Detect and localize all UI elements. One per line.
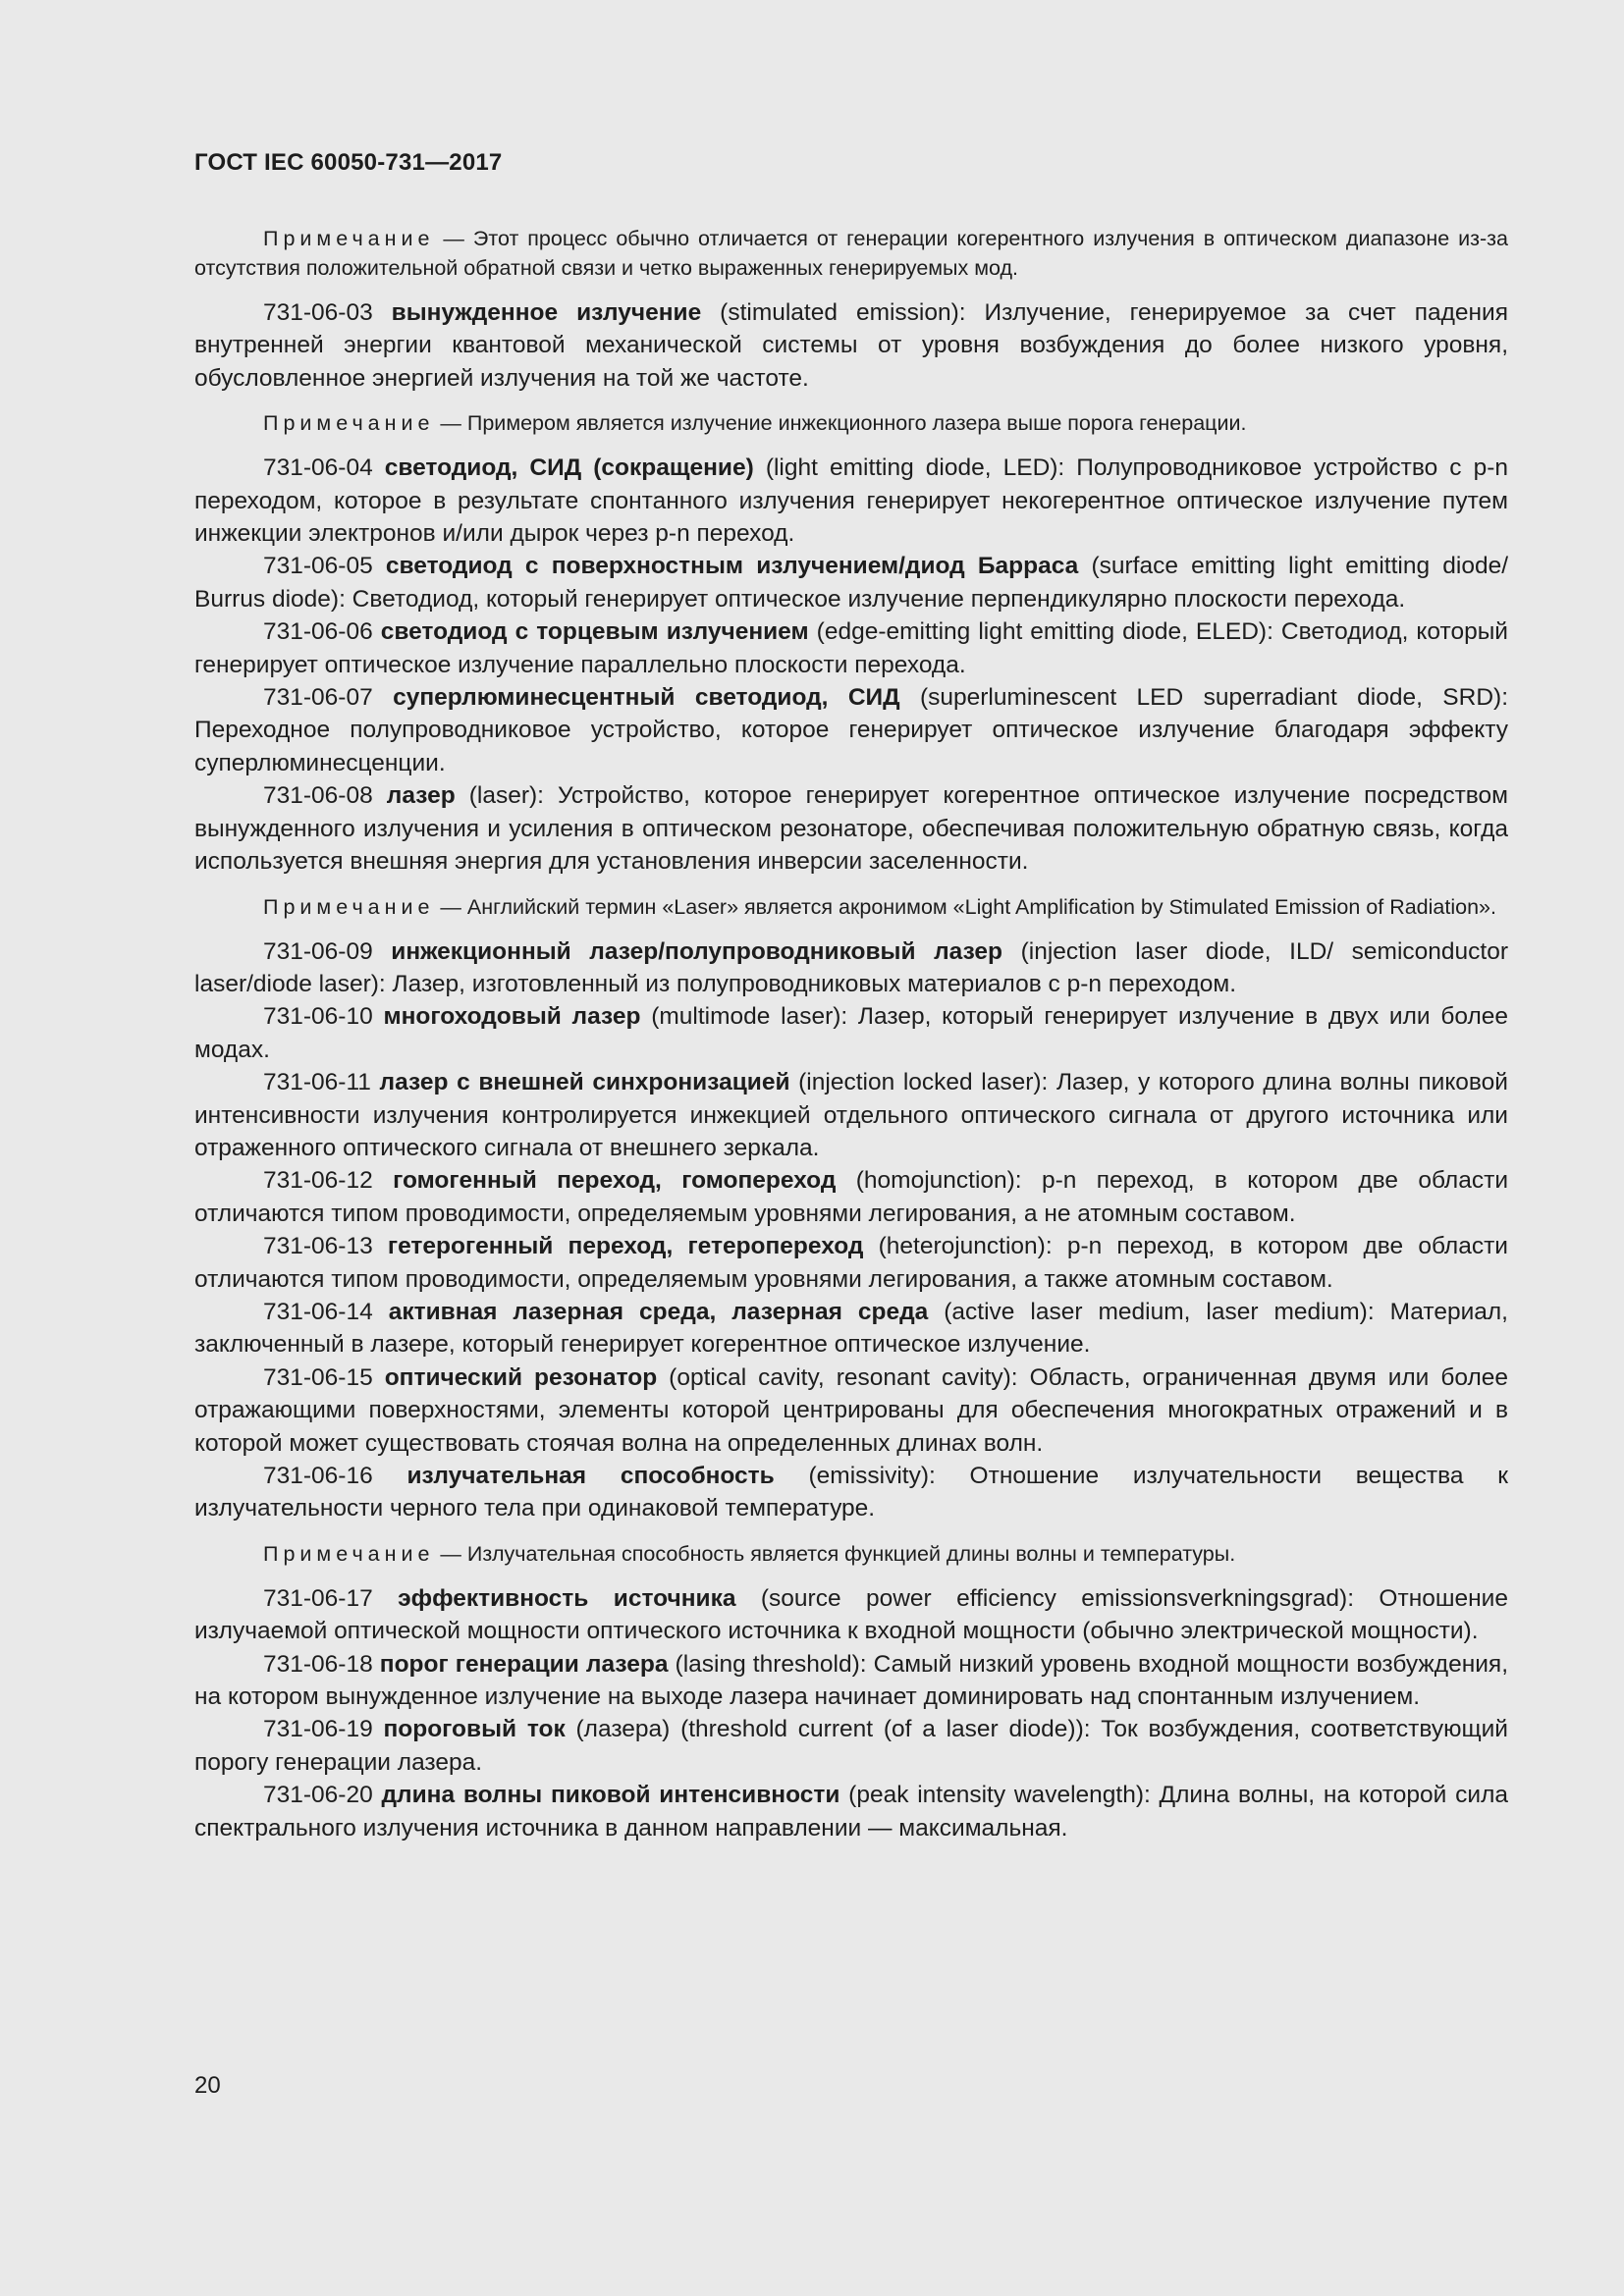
term-name: оптический резонатор	[384, 1363, 658, 1391]
term-name: пороговый ток	[383, 1716, 566, 1743]
term-definition: (edge-emitting light emitting diode, ELED): Светодиод, который генерирует оптическое излучение параллельно плоскости перехода.	[194, 618, 1508, 678]
term-definition: (multimode laser): Лазер, который генерирует излучение в двух или более модах.	[194, 1003, 1509, 1063]
term-name: суперлюминесцентный светодиод, СИД	[393, 684, 900, 712]
term-entry	[194, 1296, 1508, 1362]
term-number: 731-06-07	[263, 684, 373, 712]
term-number: 731-06-03	[263, 299, 373, 326]
note	[194, 408, 1508, 438]
term-name: светодиод с поверхностным излучением/диод Барраса	[385, 553, 1079, 580]
term-definition: (peak intensity wavelength): Длина волны, на которой сила спектрального излучения источника в данном направлении — максимальная.	[194, 1782, 1508, 1842]
term-entry	[194, 296, 1508, 395]
term-entry	[194, 615, 1508, 681]
term-number: 731-06-04	[263, 454, 373, 482]
term-number: 731-06-18	[263, 1650, 373, 1678]
document-header: ГОСТ IEC 60050-731—2017	[194, 149, 503, 176]
term-name: эффективность источника	[398, 1584, 736, 1612]
term-definition: (homojunction): p-n переход, в котором две области отличаются типом проводимости, определяемым уровнями легирования, а не атомным составом.	[194, 1167, 1508, 1227]
term-number: 731-06-11	[263, 1069, 371, 1096]
term-number: 731-06-16	[263, 1463, 373, 1489]
term-definition: (source power efficiency emissionsverkningsgrad): Отношение излучаемой оптической мощности оптического источника к входной мощности (обычно электрической мощности).	[194, 1584, 1508, 1645]
page-number: 20	[194, 2072, 221, 2099]
term-number: 731-06-20	[263, 1782, 373, 1809]
term-number: 731-06-06	[263, 618, 373, 646]
term-name: многоходовый лазер	[383, 1003, 641, 1031]
term-entry	[194, 1779, 1508, 1844]
note-text: — Английский термин «Laser» является акронимом «Light Amplification by Stimulated Emission of Radiation».	[434, 894, 1496, 919]
note-text: — Излучательная способность является функцией длины волны и температуры.	[434, 1541, 1236, 1566]
term-number: 731-06-08	[263, 782, 373, 810]
term-definition: (heterojunction): p-n переход, в котором две области отличаются типом проводимости, определяемым уровнями легирования, а также атомным составом.	[194, 1233, 1508, 1293]
term-definition: (surface emitting light emitting diode/ Burrus diode): Светодиод, который генерирует оптическое излучение перпендикулярно плоскости перехода.	[194, 553, 1509, 613]
term-name: светодиод с торцевым излучением	[380, 618, 809, 646]
term-definition: (stimulated emission): Излучение, генерируемое за счет падения внутренней энергии квантовой механической системы от уровня возбуждения до более низкого уровня, обусловленное энергией излучения на той же частоте.	[194, 299, 1508, 392]
note	[194, 892, 1508, 922]
term-definition: (лазера) (threshold current (of a laser diode)): Ток возбуждения, соответствующий порогу генерации лазера.	[194, 1716, 1508, 1776]
term-number: 731-06-13	[263, 1233, 373, 1260]
term-number: 731-06-17	[263, 1584, 373, 1612]
term-definition: (optical cavity, resonant cavity): Область, ограниченная двумя или более отражающими поверхностями, элементы которой центрированы для обеспечения многократных отражений и в которой может существовать стоячая волна на определенных длинах волн.	[194, 1363, 1509, 1457]
term-name: гомогенный переход, гомопереход	[393, 1167, 837, 1195]
term-number: 731-06-14	[263, 1298, 373, 1325]
term-name: порог генерации лазера	[379, 1650, 669, 1678]
term-entry	[194, 1230, 1508, 1296]
term-number: 731-06-15	[263, 1363, 373, 1391]
term-entry	[194, 779, 1508, 878]
term-definition: (superluminescent LED superradiant diode, SRD): Переходное полупроводниковое устройство, которое генерирует оптическое излучение благодаря эффекту суперлюминесценции.	[194, 684, 1508, 776]
note-text: — Этот процесс обычно отличается от генерации когерентного излучения в оптическом диапазоне из-за отсутствия положительной обратной связи и четко выраженных генерируемых мод.	[194, 227, 1508, 280]
term-entry	[194, 1066, 1508, 1164]
term-name: лазер	[386, 782, 456, 810]
term-entry	[194, 452, 1508, 550]
term-definition: (laser): Устройство, которое генерирует когерентное оптическое излучение посредством вынужденного излучения и усиления в оптическом резонаторе, обеспечивая положительную обратную связь, когда используется внешняя энергия для установления инверсии заселенности.	[194, 782, 1508, 876]
term-number: 731-06-19	[263, 1716, 373, 1743]
term-name: вынужденное излучение	[391, 299, 702, 326]
term-name: излучательная способность	[406, 1463, 775, 1489]
document-body	[194, 224, 1508, 1844]
term-entry	[194, 1713, 1508, 1779]
note-label: Примечание	[263, 894, 435, 919]
term-entry	[194, 935, 1508, 1001]
term-entry	[194, 1164, 1508, 1230]
term-entry	[194, 1582, 1508, 1648]
note	[194, 224, 1508, 283]
term-entry	[194, 1362, 1508, 1460]
term-name: длина волны пиковой интенсивности	[381, 1782, 840, 1809]
term-definition: (light emitting diode, LED): Полупроводниковое устройство с p-n переходом, которое в результате спонтанного излучения генерирует некогерентное оптическое излучение путем инжекции электронов и/или дырок через p-n переход.	[194, 454, 1509, 548]
term-entry	[194, 1000, 1508, 1066]
term-entry	[194, 550, 1508, 615]
term-definition: (lasing threshold): Самый низкий уровень входной мощности возбуждения, на котором вынужденное излучение на выходе лазера начинает доминировать над спонтанным излучением.	[194, 1650, 1508, 1711]
note-label: Примечание	[263, 227, 435, 250]
term-number: 731-06-10	[263, 1003, 373, 1031]
term-name: лазер с внешней синхронизацией	[379, 1069, 790, 1096]
term-name: светодиод, СИД (сокращение)	[384, 454, 754, 482]
term-definition: (injection laser diode, ILD/ semiconductor laser/diode laser): Лазер, изготовленный из полупроводниковых материалов с p-n переходом.	[194, 937, 1508, 997]
note	[194, 1539, 1508, 1569]
term-number: 731-06-05	[263, 553, 373, 580]
term-number: 731-06-12	[263, 1167, 373, 1195]
term-entry	[194, 1460, 1508, 1525]
note-label: Примечание	[263, 411, 435, 436]
term-entry	[194, 1648, 1508, 1714]
term-name: инжекционный лазер/полупроводниковый лазер	[391, 937, 1003, 965]
term-name: гетерогенный переход, гетеропереход	[387, 1233, 864, 1260]
term-definition: (injection locked laser): Лазер, у которого длина волны пиковой интенсивности излучения контролируется инжекцией отдельного оптического сигнала от другого источника или отраженного оптического сигнала от внешнего зеркала.	[194, 1069, 1508, 1161]
term-definition: (active laser medium, laser medium): Материал, заключенный в лазере, который генерирует когерентное оптическое излучение.	[194, 1298, 1508, 1359]
note-label: Примечание	[263, 1541, 435, 1566]
term-number: 731-06-09	[263, 937, 373, 965]
term-definition: (emissivity): Отношение излучательности вещества к излучательности черного тела при одинаковой температуре.	[194, 1463, 1508, 1522]
note-text: — Примером является излучение инжекционного лазера выше порога генерации.	[434, 411, 1247, 436]
term-entry	[194, 681, 1508, 779]
term-name: активная лазерная среда, лазерная среда	[388, 1298, 929, 1325]
